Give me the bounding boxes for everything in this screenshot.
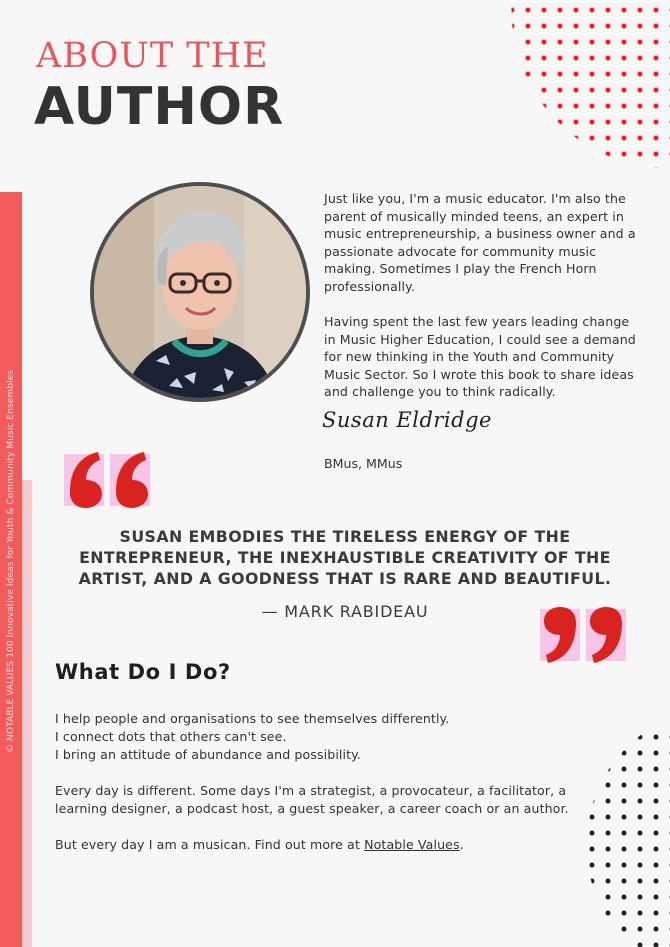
closing-text: But every day I am a musican. Find out more at (55, 837, 365, 852)
author-bio (324, 190, 640, 419)
author-portrait (90, 182, 310, 402)
author-signature: Susan Eldridge (322, 408, 492, 432)
testimonial-quote: SUSAN EMBODIES THE TIRELESS ENERGY OF THE ENTREPRENEUR, THE INEXHAUSTIBLE CREATIVITY OF THE ARTIST, AND A GOODNESS THAT IS RARE AND BEAUTIFUL. (78, 527, 612, 588)
closing-paragraph (55, 836, 575, 854)
intro-lines (55, 710, 575, 764)
notable-values-link[interactable]: Notable Values (364, 837, 460, 852)
open-quote-icon (64, 448, 156, 512)
dark-dot-pattern (580, 725, 670, 947)
intro-line-1: I help people and organisations to see themselves differently. (55, 711, 450, 726)
sidebar-copyright (1, 733, 21, 753)
roles-paragraph: Every day is different. Some days I'm a strategist, a provocateur, a facilitator, a learning designer, a podcast host, a guest speaker, a career coach or an author. (55, 783, 569, 816)
author-degrees: BMus, MMus (324, 456, 403, 471)
section-heading: What Do I Do? (55, 660, 231, 684)
bio-paragraph-1: Just like you, I'm a music educator. I'm also the parent of musically minded teens, an expert in music entrepreneurship, a business owner and a passionate advocate for community music making. Sometimes I play the French Horn professionally. (324, 191, 636, 294)
title-about-the: ABOUT THE (36, 36, 269, 76)
quote-attribution: — MARK RABIDEAU (261, 602, 429, 621)
bio-paragraph-2: Having spent the last few years leading change in Music Higher Education, I could see a demand for new thinking in the Youth and Community Music Sector. So I wrote this book to share ideas and challenge you to think radically. (324, 314, 636, 399)
intro-line-2: I connect dots that others can't see. (55, 729, 287, 744)
closing-period: . (459, 837, 464, 852)
what-i-do-body (55, 710, 575, 872)
sidebar-stripe-light (22, 480, 32, 947)
close-quote-icon (536, 605, 628, 669)
red-dot-pattern (470, 0, 670, 168)
intro-line-3: I bring an attitude of abundance and possibility. (55, 747, 362, 762)
title-author: AUTHOR (34, 77, 285, 137)
